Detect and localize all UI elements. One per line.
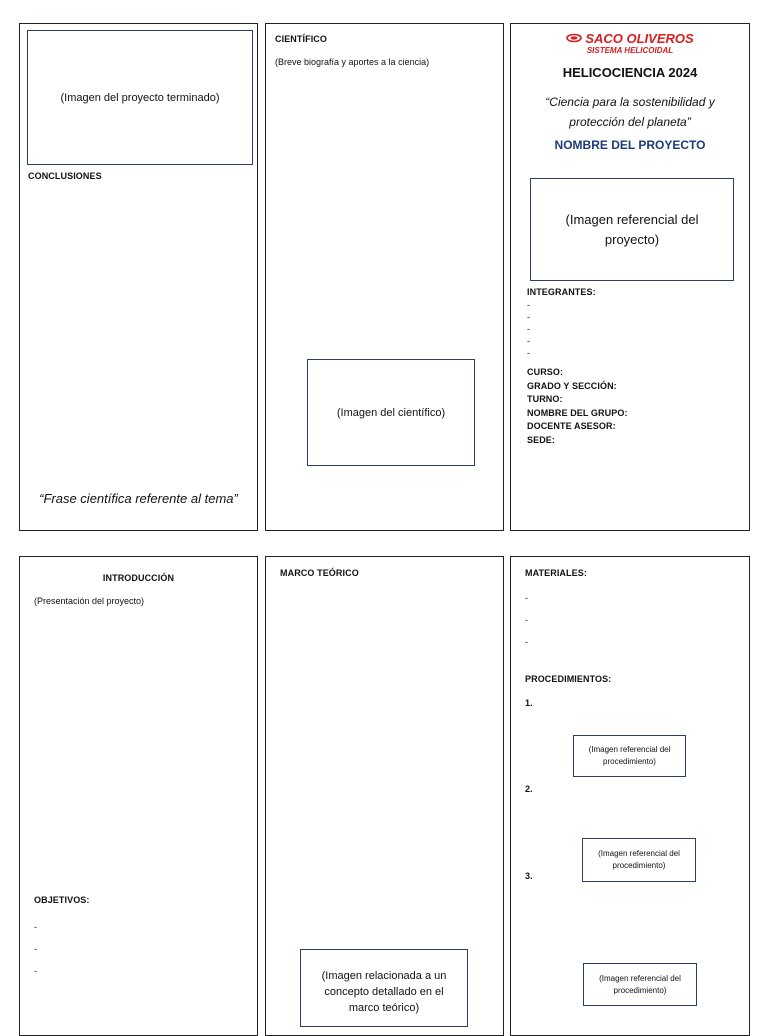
scientist-image-label: (Imagen del científico) xyxy=(336,406,446,419)
panel-introduction xyxy=(19,556,258,1036)
objectives-list xyxy=(34,916,37,982)
step-3-label: 3. xyxy=(525,871,533,881)
field-course: CURSO: xyxy=(527,367,564,377)
materials-list xyxy=(525,587,528,653)
member-item: - xyxy=(527,300,530,310)
members-list xyxy=(527,299,530,359)
scientific-quote: “Frase científica referente al tema” xyxy=(39,491,238,506)
step-2-image-placeholder xyxy=(582,838,696,882)
scientist-subtitle: (Breve biografía y aportes a la ciencia) xyxy=(275,57,430,67)
conclusions-heading: CONCLUSIONES xyxy=(28,171,102,181)
panel-conclusions xyxy=(19,23,258,531)
panel-theoretical-framework xyxy=(265,556,504,1036)
event-slogan-line-2: protección del planeta” xyxy=(569,115,691,129)
concept-image-label-line-3: marco teórico) xyxy=(348,1002,420,1014)
project-reference-image-placeholder xyxy=(530,178,734,281)
project-image-label-line-1: (Imagen referencial del xyxy=(565,211,699,227)
procedures-heading: PROCEDIMIENTOS: xyxy=(525,674,612,684)
concept-image-label-line-2: concepto detallado en el xyxy=(324,986,444,998)
member-item: - xyxy=(527,312,530,322)
field-shift: TURNO: xyxy=(527,394,563,404)
project-name: NOMBRE DEL PROYECTO xyxy=(554,138,706,152)
panel-scientist xyxy=(265,23,504,531)
finished-project-image-placeholder xyxy=(27,30,253,165)
step-2-image-label-line-1: (Imagen referencial del xyxy=(598,849,680,858)
objective-item: - xyxy=(34,966,37,976)
introduction-subtitle: (Presentación del proyecto) xyxy=(34,596,145,606)
material-item: - xyxy=(525,593,528,603)
step-1-image-label-line-2: procedimiento) xyxy=(603,757,656,766)
panel-materials-procedures xyxy=(510,556,750,1036)
step-1-image-placeholder xyxy=(573,735,686,777)
panel-cover xyxy=(510,23,750,531)
helix-logo-icon xyxy=(566,33,582,43)
scientist-image-placeholder xyxy=(307,359,475,466)
members-heading: INTEGRANTES: xyxy=(527,287,596,297)
event-slogan-line-1: “Ciencia para la sostenibilidad y xyxy=(545,95,715,109)
member-item: - xyxy=(527,336,530,346)
step-3-image-label-line-1: (Imagen referencial del xyxy=(599,973,681,983)
step-1-label: 1. xyxy=(525,698,533,708)
theoretical-framework-heading: MARCO TEÓRICO xyxy=(280,568,359,578)
project-info-fields xyxy=(527,366,628,447)
member-item: - xyxy=(527,324,530,334)
member-item: - xyxy=(527,348,530,358)
objective-item: - xyxy=(34,944,37,954)
event-slogan xyxy=(511,92,749,132)
field-grade-section: GRADO Y SECCIÓN: xyxy=(527,380,617,391)
step-3-image-placeholder xyxy=(583,963,697,1006)
event-title: HELICOCIENCIA 2024 xyxy=(562,65,698,80)
finished-project-image-label: (Imagen del proyecto terminado) xyxy=(60,91,220,104)
step-3-image-label-line-2: procedimiento) xyxy=(613,985,667,995)
brand-logo xyxy=(511,31,749,55)
step-2-image-label-line-2: procedimiento) xyxy=(612,861,666,870)
concept-image-placeholder xyxy=(300,949,468,1027)
field-campus: SEDE: xyxy=(527,434,556,445)
concept-image-label-line-1: (Imagen relacionada a un xyxy=(321,970,447,982)
project-image-label-line-2: proyecto) xyxy=(604,231,660,247)
field-group-name: NOMBRE DEL GRUPO: xyxy=(527,407,628,418)
brand-name: SACO OLIVEROS xyxy=(585,30,694,46)
field-advisor: DOCENTE ASESOR: xyxy=(527,421,616,431)
material-item: - xyxy=(525,615,528,625)
brand-tagline: SISTEMA HELICOIDAL xyxy=(586,46,674,55)
introduction-heading: INTRODUCCIÓN xyxy=(102,573,175,583)
materials-heading: MATERIALES: xyxy=(525,568,587,578)
scientist-heading: CIENTÍFICO xyxy=(275,34,327,44)
material-item: - xyxy=(525,637,528,647)
step-1-image-label-line-1: (Imagen referencial del xyxy=(588,745,671,754)
objective-item: - xyxy=(34,922,37,932)
objectives-heading: OBJETIVOS: xyxy=(34,895,90,905)
step-2-label: 2. xyxy=(525,784,533,794)
